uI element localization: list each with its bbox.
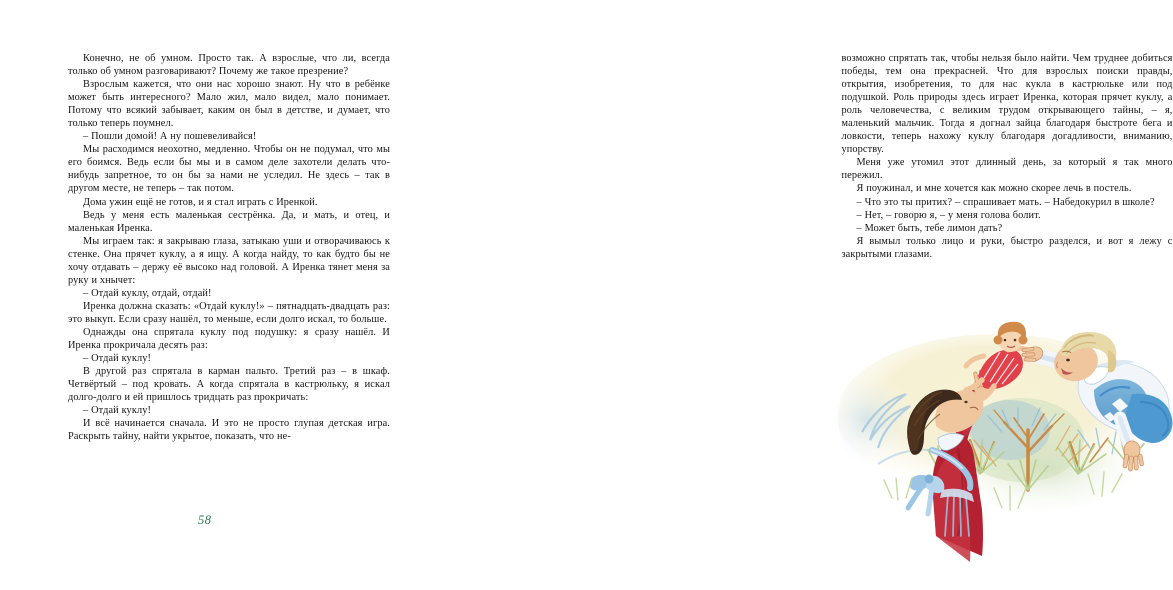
- paragraph-dialogue: – Отдай куклу, отдай, отдай!: [83, 287, 212, 299]
- paragraph-dialogue: – Может быть, тебе лимон дать?: [856, 222, 1003, 234]
- paragraph: Меня уже утомил этот длинный день, за который я так много пережил.: [841, 157, 1173, 182]
- left-text-column: [68, 52, 390, 443]
- left-page: [0, 0, 410, 590]
- paragraph: Ведь у меня есть маленькая сестрёнка. Да, и мать, и отец, и маленькая Иренка.: [68, 209, 390, 234]
- paragraph: Я поужинал, и мне хочется как можно скорее лечь в постель.: [856, 183, 1132, 195]
- paragraph-dialogue: – Отдай куклу!: [83, 405, 152, 417]
- paragraph-dialogue: – Отдай куклу!: [83, 353, 152, 365]
- paragraph: Я вымыл только лицо и руки, быстро разделся, и вот я лежу с закрытыми глазами.: [841, 235, 1173, 260]
- illustration-svg: [832, 322, 1172, 537]
- paragraph-dialogue: – Что это ты притих? – спрашивает мать. – Набедокурил в школе?: [856, 196, 1155, 208]
- paragraph: И всё начинается сначала. И это не просто глупая детская игра. Раскрыть тайну, найти укрытое, показать, что не-: [68, 418, 390, 443]
- paragraph-dialogue: – Пошли домой! А ну пошевеливайся!: [83, 131, 257, 143]
- illustration-children-playing-with-doll: [832, 322, 1172, 537]
- right-page: [410, 0, 1173, 590]
- paragraph: Мы расходимся неохотно, медленно. Чтобы он не подумал, что мы его боимся. Ведь если бы мы и в самом деле захотели делать что-нибудь запретное, то он бы за нами не уследил. Не здесь – так в другом месте, не теперь – так потом.: [68, 144, 390, 195]
- paragraph-dialogue: – Нет, – говорю я, – у меня голова болит.: [856, 209, 1041, 221]
- paragraph: Конечно, не об умном. Просто так. А взрослые, что ли, всегда только об умном разговаривают? Почему же такое презрение?: [68, 53, 390, 78]
- paragraph: В другой раз спрятала в карман пальто. Третий раз – в шкаф. Четвёртый – под кровать. А когда спрятала в кастрюльку, я искал долго-долго и ей пришлось тридцать раз прокричать:: [68, 366, 390, 404]
- paragraph: Иренка должна сказать: «Отдай куклу!» – пятнадцать-двадцать раз: это выкуп. Если сразу нашёл, то меньше, если долго искал, то больше.: [68, 300, 390, 325]
- paragraph: Однажды она спрятала куклу под подушку: я сразу нашёл. И Иренка прокричала десять раз:: [68, 326, 390, 352]
- paragraph: Мы играем так: я закрываю глаза, затыкаю уши и отворачиваюсь к стенке. Она прячет куклу, а я ищу. А когда найду, то как будто бы не хочу отдавать – держу её высоко над головой. А Иренка тянет меня за руку и хнычет:: [68, 235, 390, 286]
- page-number: 58: [198, 513, 212, 527]
- right-text-column: [842, 52, 1173, 261]
- paragraph-continued: возможно спрятать так, чтобы нельзя было найти. Чем труднее добиться победы, тем она прекрасней. Что для взрослых поиски правды, открытия, изобретения, то для нас кукла в кастрюльке или под подушкой. Роль природы здесь играет Иренка, которая прячет куклу, а роль человечества, с великим трудом открывающего тайны, – я, маленький мальчик. Тогда я догнал зайца благодаря быстроте бега и ловкости, теперь нахожу куклу благодаря догадливости, вниманию, упорству.: [841, 53, 1173, 156]
- paragraph: Взрослым кажется, что они нас хорошо знают. Ну что в ребёнке может быть интересного? Мало жил, мало видел, мало понимает. Потому что всякий забывает, каким он был в детстве, и думает, что только теперь поумнел.: [68, 79, 390, 130]
- paragraph: Дома ужин ещё не готов, и я стал играть с Иренкой.: [83, 196, 318, 208]
